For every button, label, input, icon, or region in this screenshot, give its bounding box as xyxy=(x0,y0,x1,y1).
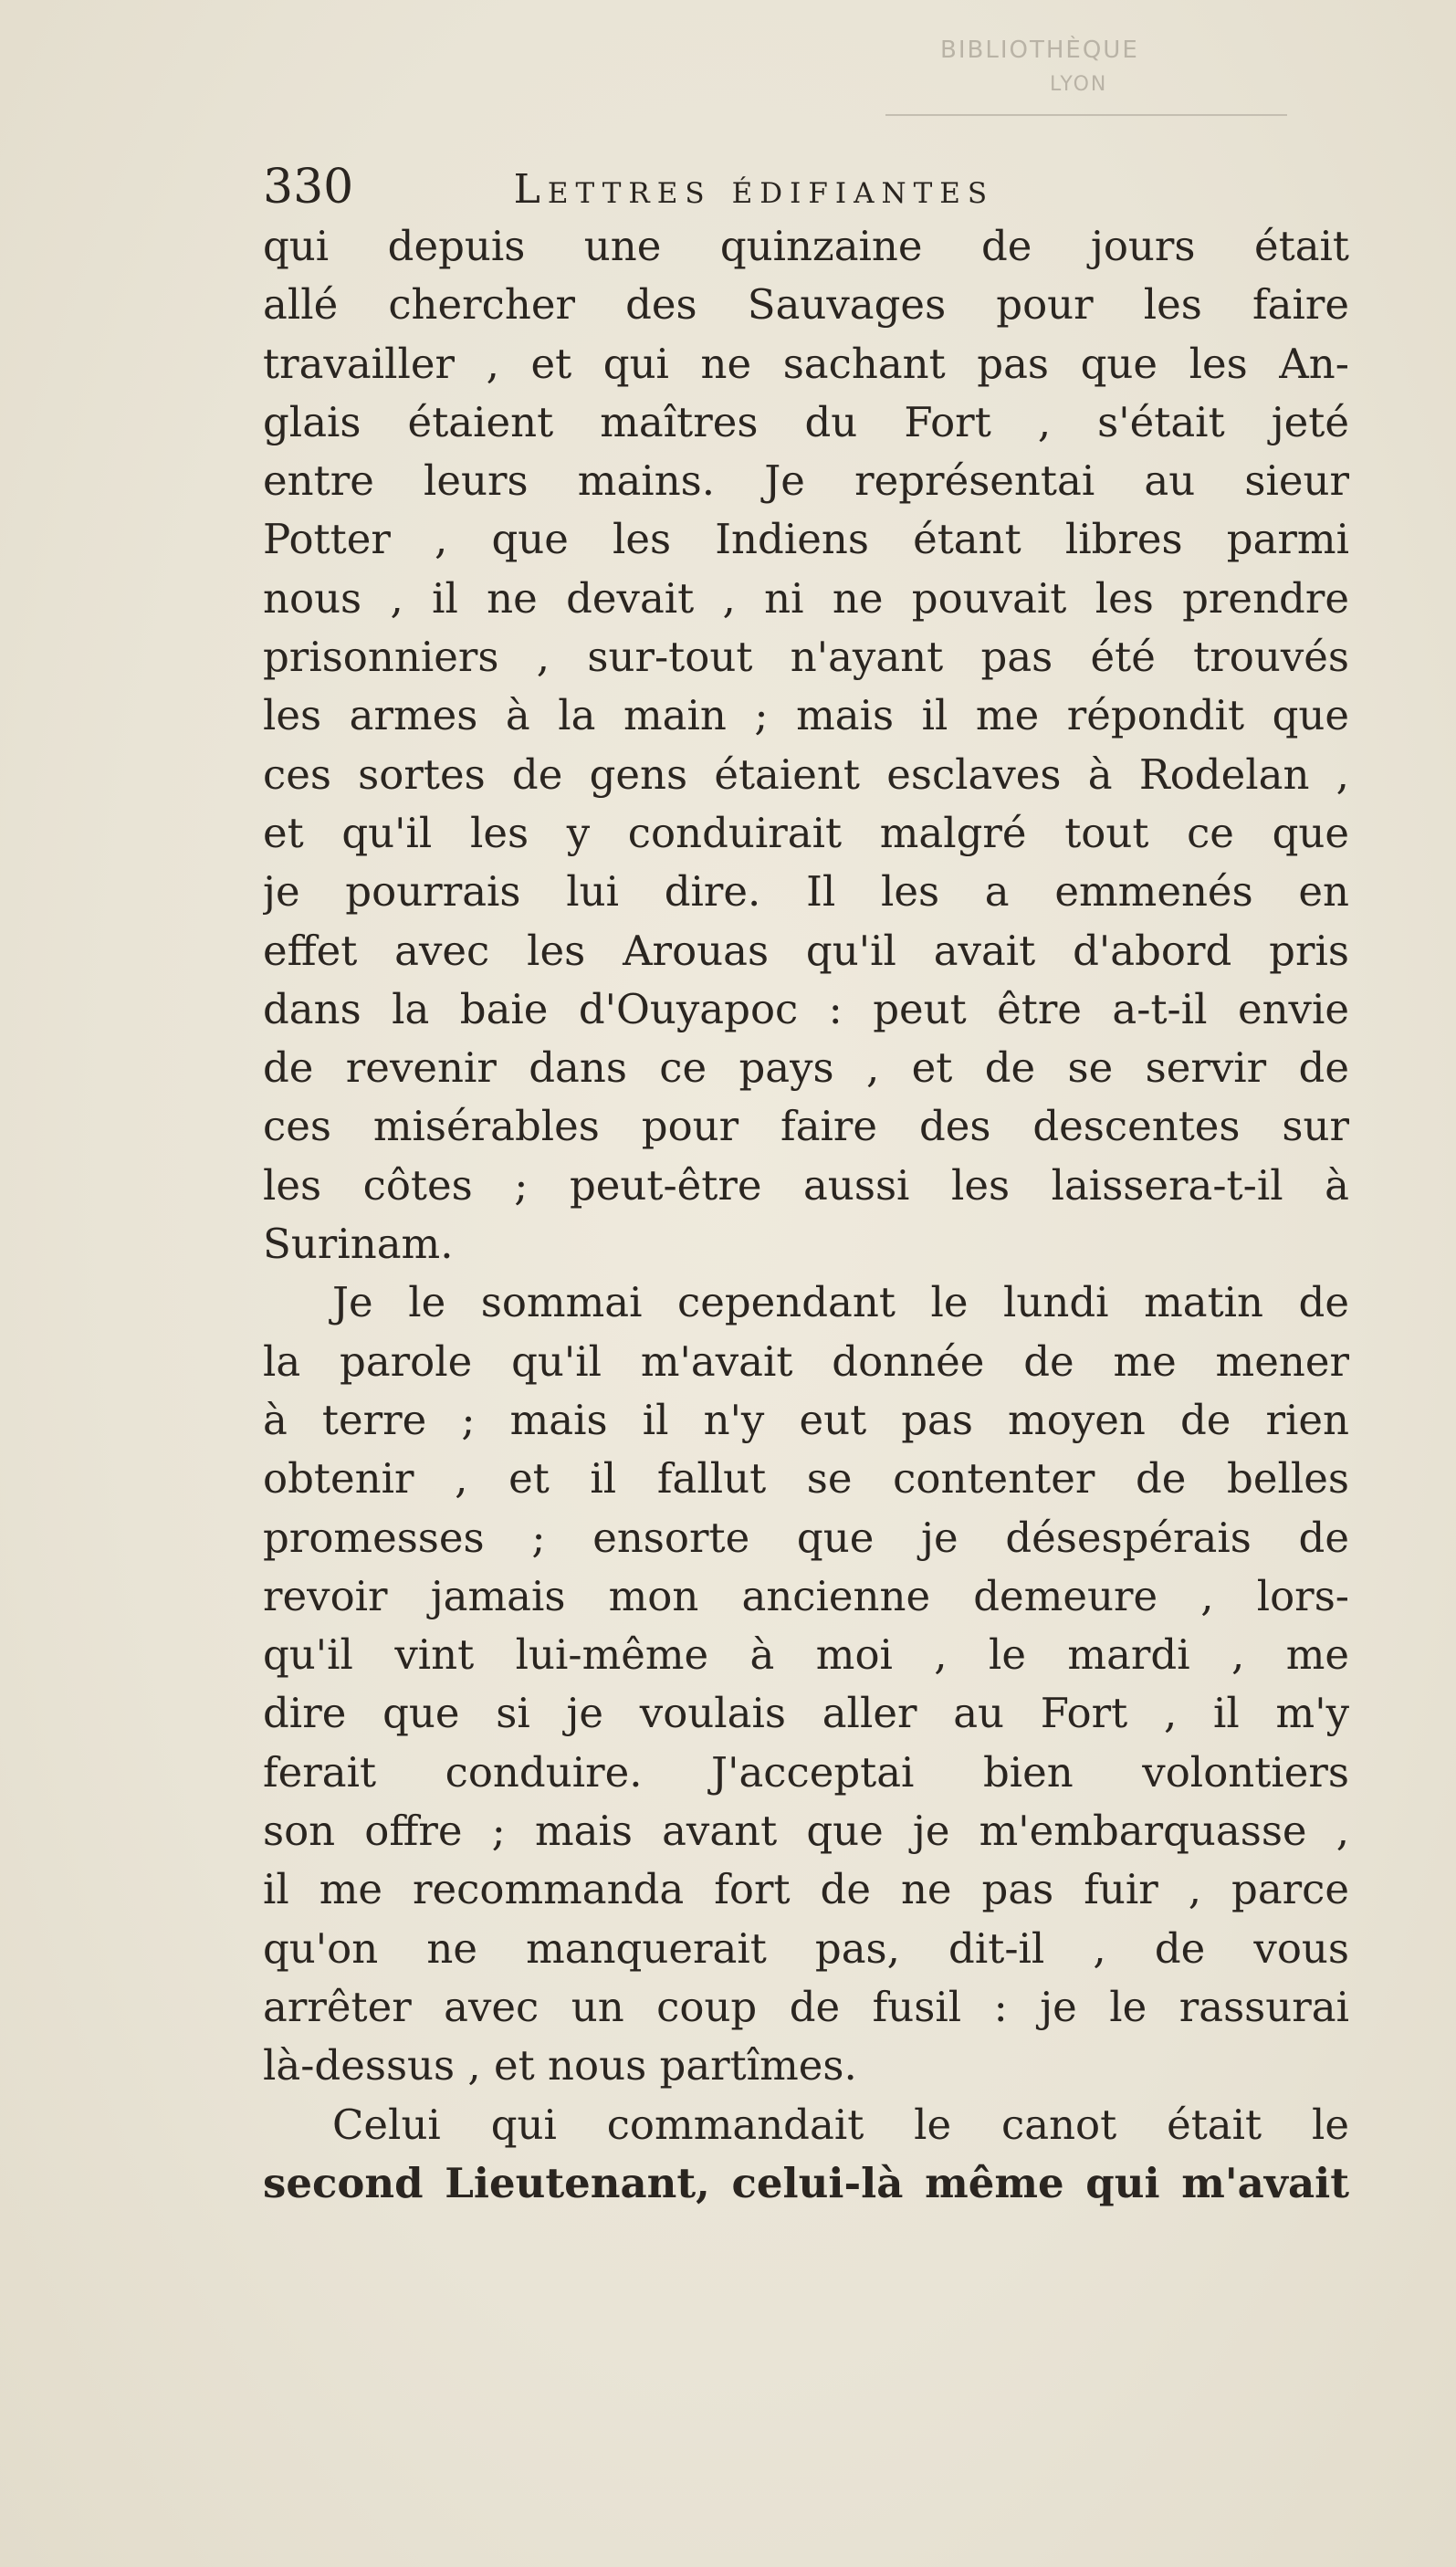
text-line: arrêter avec un coup de fusil : je le rassurai xyxy=(263,1982,1349,2031)
text-line: ferait conduire. J'acceptai bien volontiers xyxy=(263,1747,1349,1797)
text-line: Surinam. xyxy=(263,1220,454,1269)
text-line: là-dessus , et nous partîmes. xyxy=(263,2041,857,2090)
stamp-line-2: LYON xyxy=(1050,73,1108,96)
body-text xyxy=(263,217,1349,2213)
page-header xyxy=(263,151,1313,224)
text-line: prisonniers , sur-tout n'ayant pas été trouvés xyxy=(263,633,1349,682)
text-line: je pourrais lui dire. Il les a emmenés en xyxy=(263,867,1349,917)
library-stamp xyxy=(867,27,1296,119)
running-title: Lettres édifiantes xyxy=(513,166,995,213)
text-line: Celui qui commandait le canot était le xyxy=(332,2100,1349,2149)
text-line: Potter , que les Indiens étant libres parmi xyxy=(263,515,1349,564)
text-line: Je le sommai cependant le lundi matin de xyxy=(332,1278,1349,1327)
text-line: et qu'il les y conduirait malgré tout ce que xyxy=(263,808,1349,857)
text-line: la parole qu'il m'avait donnée de me mener xyxy=(263,1336,1349,1386)
stamp-rule xyxy=(885,114,1287,116)
text-line: effet avec les Arouas qu'il avait d'abord pris xyxy=(263,926,1349,975)
text-line: nous , il ne devait , ni ne pouvait les prendre xyxy=(263,573,1349,623)
text-line: les armes à la main ; mais il me répondit que xyxy=(263,691,1349,740)
text-line: dans la baie d'Ouyapoc : peut être a-t-il envie xyxy=(263,984,1349,1033)
text-line: les côtes ; peut-être aussi les laissera-t-il à xyxy=(263,1160,1349,1210)
text-line: son offre ; mais avant que je m'embarquasse , xyxy=(263,1807,1349,1856)
text-line: qui depuis une quinzaine de jours était xyxy=(263,222,1349,270)
page-number: 330 xyxy=(263,160,354,215)
text-line: revoir jamais mon ancienne demeure , lors- xyxy=(263,1571,1349,1620)
text-line: glais étaient maîtres du Fort , s'était jeté xyxy=(263,397,1349,446)
text-line: de revenir dans ce pays , et de se servir de xyxy=(263,1043,1349,1093)
stamp-line-1: BIBLIOTHÈQUE xyxy=(940,37,1139,64)
text-line: ces misérables pour faire des descentes sur xyxy=(263,1102,1349,1151)
text-line: dire que si je voulais aller au Fort , il m'y xyxy=(263,1689,1349,1738)
text-line: obtenir , et il fallut se contenter de belles xyxy=(263,1454,1349,1504)
text-line: il me recommanda fort de ne pas fuir , parce xyxy=(263,1865,1349,1914)
text-line: à terre ; mais il n'y eut pas moyen de rien xyxy=(263,1395,1349,1444)
text-line: entre leurs mains. Je représentai au sieur xyxy=(263,456,1349,506)
text-line: second Lieutenant, celui-là même qui m'avait xyxy=(263,2158,1349,2207)
text-line: qu'il vint lui-même à moi , le mardi , me xyxy=(263,1630,1349,1680)
text-line: allé chercher des Sauvages pour les faire xyxy=(263,280,1349,330)
text-line: travailler , et qui ne sachant pas que les An- xyxy=(263,339,1349,388)
text-line: qu'on ne manquerait pas, dit-il , de vous xyxy=(263,1923,1349,1973)
text-line: promesses ; ensorte que je désespérais de xyxy=(263,1513,1349,1562)
text-line: ces sortes de gens étaient esclaves à Rodelan , xyxy=(263,749,1349,799)
